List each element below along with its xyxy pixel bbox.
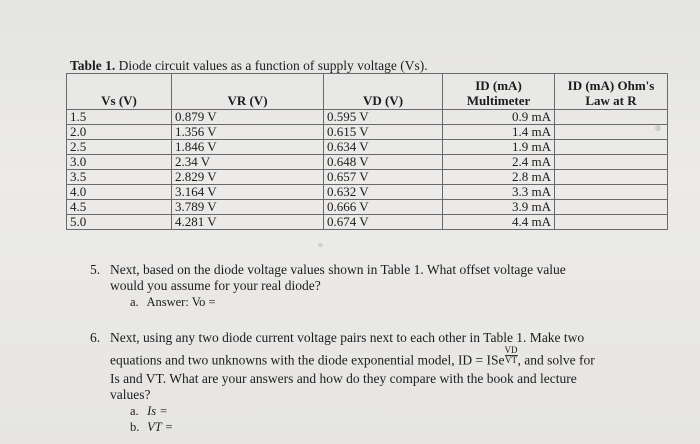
- question-6-a-text: Is =: [147, 404, 168, 418]
- cell-id: 4.4 mA: [443, 215, 555, 230]
- cell-vd: 0.648 V: [324, 155, 443, 170]
- question-5-answer-text: Answer: Vo =: [146, 295, 216, 309]
- table-row: [67, 155, 668, 170]
- cell-ohm: [555, 170, 668, 185]
- question-6-a-letter: a.: [130, 404, 139, 418]
- cell-vd: 0.666 V: [324, 200, 443, 215]
- question-6-text1: Next, using any two diode current voltage pairs next to each other in Table 1. Make two: [110, 330, 585, 345]
- table-caption: [70, 58, 428, 74]
- cell-ohm: [555, 215, 668, 230]
- question-5-text1: Next, based on the diode voltage values shown in Table 1. What offset voltage value: [110, 262, 566, 277]
- question-5-line2: would you assume for your real diode?: [110, 278, 321, 293]
- cell-ohm: [555, 125, 668, 140]
- cell-vs: 2.5: [67, 140, 172, 155]
- table-row: [67, 140, 668, 155]
- question-5: [90, 262, 650, 310]
- header-id-line2: Multimeter: [466, 93, 531, 108]
- cell-vr: 1.356 V: [172, 125, 324, 140]
- exponent-fraction: [505, 346, 518, 365]
- cell-ohm: [555, 200, 668, 215]
- header-ohm-line1: ID (mA) Ohm's: [567, 78, 655, 93]
- cell-vs: 4.5: [67, 200, 172, 215]
- question-5-answer-letter: a.: [130, 295, 139, 309]
- cell-vr: 0.879 V: [172, 110, 324, 125]
- cell-id: 2.4 mA: [443, 155, 555, 170]
- question-6-b-letter: b.: [130, 420, 140, 434]
- cell-vd: 0.615 V: [324, 125, 443, 140]
- cell-vs: 5.0: [67, 215, 172, 230]
- cell-vs: 2.0: [67, 125, 172, 140]
- table-row: [67, 200, 668, 215]
- header-id-ohms-law: [555, 74, 668, 110]
- cell-vr: 3.789 V: [172, 200, 324, 215]
- diode-values-table: [66, 73, 668, 230]
- question-5-answer: [90, 294, 650, 310]
- exponent-denominator: VT: [505, 355, 518, 365]
- exponent-numerator: VD: [504, 345, 518, 355]
- cell-ohm: [555, 110, 668, 125]
- question-6-answer-b: [90, 419, 650, 435]
- header-ohm-line2: Law at R: [585, 93, 637, 108]
- cell-vd: 0.632 V: [324, 185, 443, 200]
- question-6-b-text: VT =: [147, 420, 174, 434]
- cell-vr: 4.281 V: [172, 215, 324, 230]
- cell-vd: 0.674 V: [324, 215, 443, 230]
- table-caption-text: Diode circuit values as a function of supply voltage (Vs).: [118, 58, 428, 73]
- table-row: [67, 170, 668, 185]
- cell-id: 3.9 mA: [443, 200, 555, 215]
- header-vs: Vs (V): [67, 74, 172, 110]
- question-6-line3: Is and VT. What are your answers and how do they compare with the book and lecture: [110, 371, 577, 386]
- table-row: [67, 215, 668, 230]
- cell-id: 1.4 mA: [443, 125, 555, 140]
- question-6-text2b: , and solve for: [517, 352, 595, 368]
- header-vd: VD (V): [324, 74, 443, 110]
- cell-id: 1.9 mA: [443, 140, 555, 155]
- cell-vr: 3.164 V: [172, 185, 324, 200]
- table-caption-label: Table 1.: [70, 58, 116, 73]
- table-header-row: [67, 74, 668, 110]
- cell-ohm: [555, 185, 668, 200]
- question-6-number: 6.: [90, 330, 101, 345]
- paper-smudge: [655, 125, 661, 131]
- cell-vd: 0.657 V: [324, 170, 443, 185]
- cell-ohm: [555, 140, 668, 155]
- question-6-line1: [90, 330, 650, 346]
- question-5-line1: [90, 262, 650, 278]
- cell-id: 0.9 mA: [443, 110, 555, 125]
- question-6-answer-a: [90, 403, 650, 419]
- paper-smudge: [318, 243, 323, 247]
- question-6-text2a: equations and two unknowns with the diode exponential model, ID = ISe: [110, 352, 505, 368]
- cell-id: 3.3 mA: [443, 185, 555, 200]
- table-row: [67, 125, 668, 140]
- cell-vr: 2.829 V: [172, 170, 324, 185]
- cell-vs: 1.5: [67, 110, 172, 125]
- table-row: [67, 185, 668, 200]
- question-5-number: 5.: [90, 262, 101, 277]
- cell-vr: 1.846 V: [172, 140, 324, 155]
- header-id-multimeter: [443, 74, 555, 110]
- cell-vs: 3.5: [67, 170, 172, 185]
- header-id-line1: ID (mA): [475, 78, 522, 93]
- cell-vr: 2.34 V: [172, 155, 324, 170]
- cell-vs: 3.0: [67, 155, 172, 170]
- question-6-line4: values?: [110, 387, 151, 402]
- question-6: [90, 330, 650, 435]
- cell-vd: 0.595 V: [324, 110, 443, 125]
- cell-vs: 4.0: [67, 185, 172, 200]
- cell-vd: 0.634 V: [324, 140, 443, 155]
- question-6-line2: [90, 345, 650, 371]
- header-vr: VR (V): [172, 74, 324, 110]
- table-row: [67, 110, 668, 125]
- cell-id: 2.8 mA: [443, 170, 555, 185]
- cell-ohm: [555, 155, 668, 170]
